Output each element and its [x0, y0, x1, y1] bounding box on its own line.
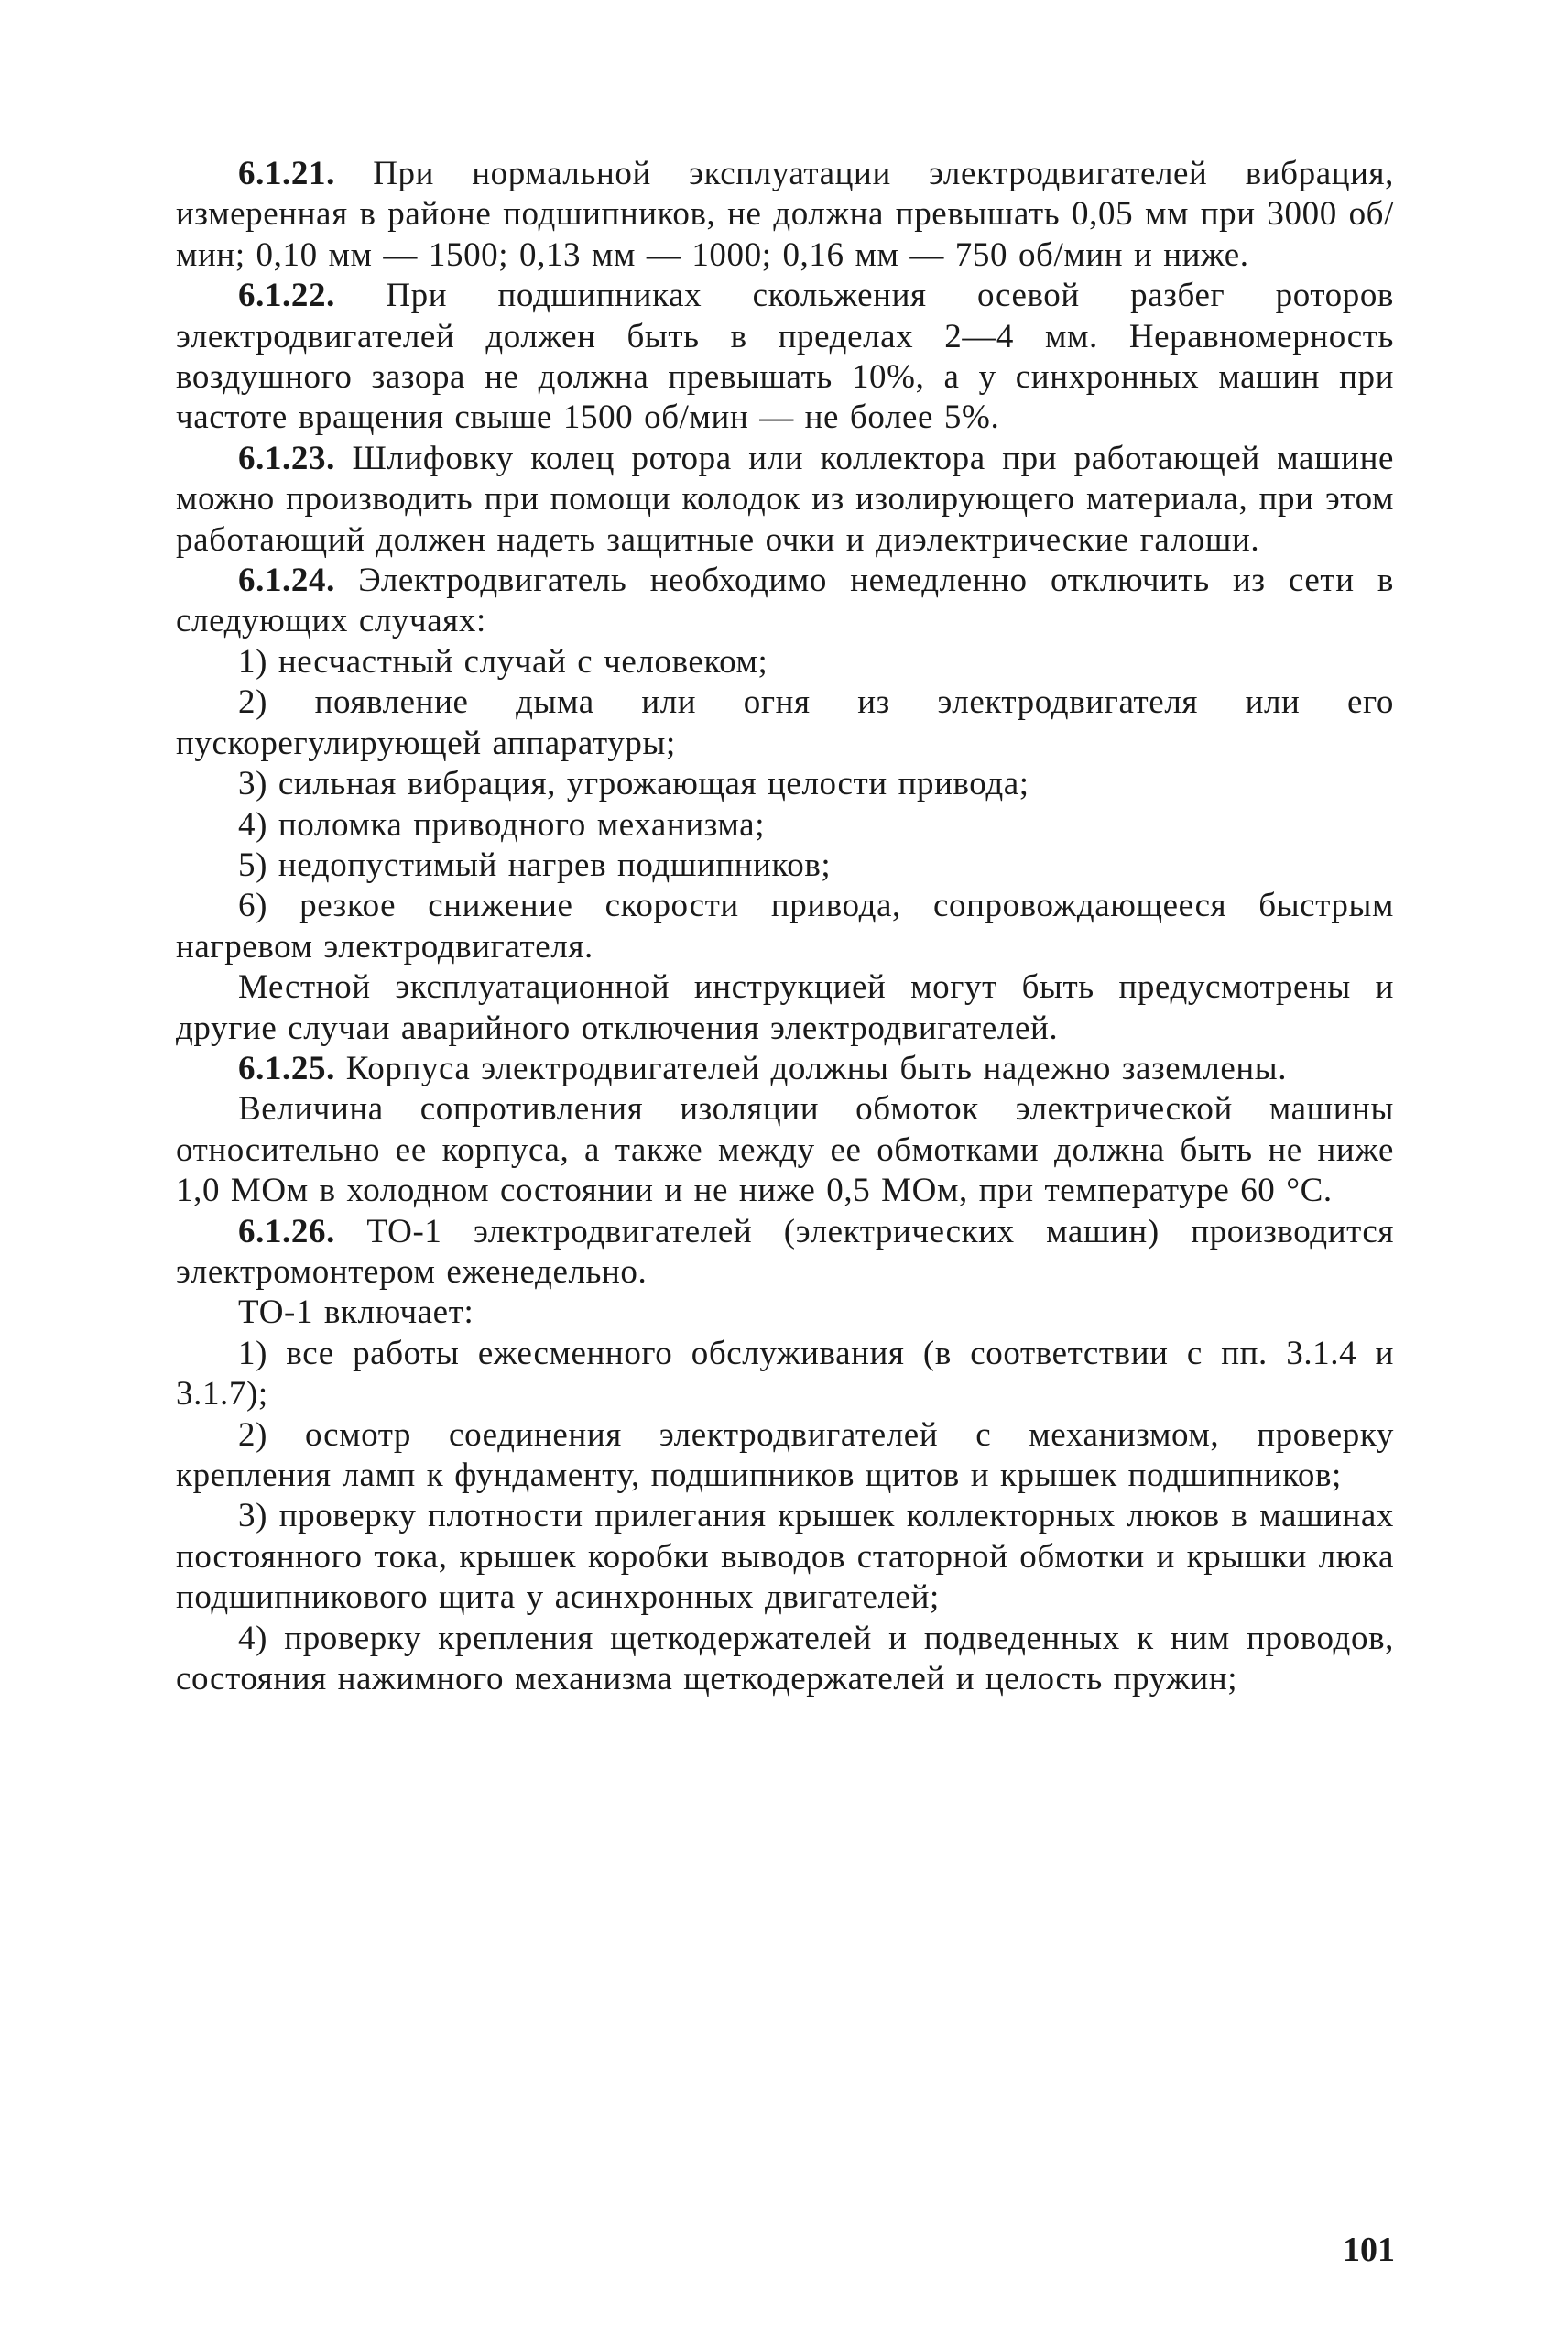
paragraph-6-1-25	[176, 1049, 1394, 1089]
paragraph-6-1-26	[176, 1212, 1394, 1293]
list-item: 4) поломка приводного механизма;	[238, 805, 766, 844]
section-number: 6.1.23.	[238, 439, 335, 477]
local-instruction-paragraph: Местной эксплуатационной инструкцией могут быть предусмотрены и другие случаи аварийного отключения электродвигателей.	[176, 968, 1394, 1047]
list-item: 3) проверку плотности прилегания крышек коллекторных люков в машинах постоянного тока, крышек коробки выводов статорной обмотки и крышки люка подшипникового щита у асинхронных двигателей;	[176, 1497, 1394, 1617]
section-number: 6.1.24.	[238, 562, 335, 600]
page-number: 101	[1343, 2231, 1395, 2269]
list-item: 1) все работы ежесменного обслуживания (в соответствии с пп. 3.1.4 и 3.1.7);	[176, 1334, 1394, 1414]
section-number: 6.1.21.	[238, 155, 335, 192]
text-column	[176, 154, 1394, 1699]
section-number: 6.1.26.	[238, 1212, 335, 1250]
paragraph-6-1-22	[176, 276, 1394, 439]
list-item: 5) недопустимый нагрев подшипников;	[238, 846, 832, 884]
list-item: 3) сильная вибрация, угрожающая целости привода;	[238, 765, 1029, 803]
paragraph-text: ТО-1 электродвигателей (электрических машин) производится электромонтером еженедельно.	[176, 1212, 1394, 1291]
paragraph-text: При нормальной эксплуатации электродвигателей вибрация, измеренная в районе подшипников, не должна превышать 0,05 мм при 3000 об/мин; 0,10 мм — 1500; 0,13 мм — 1000; 0,16 мм — 750 об/мин и ниже.	[176, 155, 1394, 274]
paragraph-text: При подшипниках скольжения осевой разбег роторов электродвигателей должен быть в пределах 2—4 мм. Неравномерность воздушного зазора не должна превышать 10%, а у синхронных машин при частоте вращения свыше 1500 об/мин — не более 5%.	[176, 277, 1394, 437]
list-item: 1) несчастный случай с человеком;	[238, 642, 768, 681]
list-item: 2) осмотр соединения электродвигателей с механизмом, проверку крепления ламп к фундаменту, подшипников щитов и крышек подшипников;	[176, 1415, 1394, 1494]
to1-intro: ТО-1 включает:	[238, 1293, 474, 1332]
paragraph-text: Электродвигатель необходимо немедленно отключить из сети в следующих случаях:	[176, 562, 1394, 640]
paragraph-6-1-24	[176, 561, 1394, 642]
section-number: 6.1.25.	[238, 1049, 335, 1087]
paragraph-text: Корпуса электродвигателей должны быть надежно заземлены.	[334, 1049, 1288, 1087]
paragraph-text: Шлифовку колец ротора или коллектора при работающей машине можно производить при помощи колодок из изолирующего материала, при этом работающий должен надеть защитные очки и диэлектрические галоши.	[176, 439, 1394, 559]
paragraph-6-1-23	[176, 439, 1394, 561]
insulation-paragraph: Величина сопротивления изоляции обмоток электрической машины относительно ее корпуса, а также между ее обмотками должна быть не ниже 1,0 МОм в холодном состоянии и не ниже 0,5 МОм, при температуре 60 °С.	[176, 1090, 1394, 1210]
paragraph-6-1-21	[176, 154, 1394, 276]
list-item: 2) появление дыма или огня из электродвигателя или его пускорегулирующей аппаратуры;	[176, 683, 1394, 762]
list-item: 4) проверку крепления щеткодержателей и подведенных к ним проводов, состояния нажимного механизма щеткодержателей и целость пружин;	[176, 1619, 1394, 1698]
section-number: 6.1.22.	[238, 277, 335, 315]
list-item: 6) резкое снижение скорости привода, сопровождающееся быстрым нагревом электродвигателя.	[176, 887, 1394, 966]
